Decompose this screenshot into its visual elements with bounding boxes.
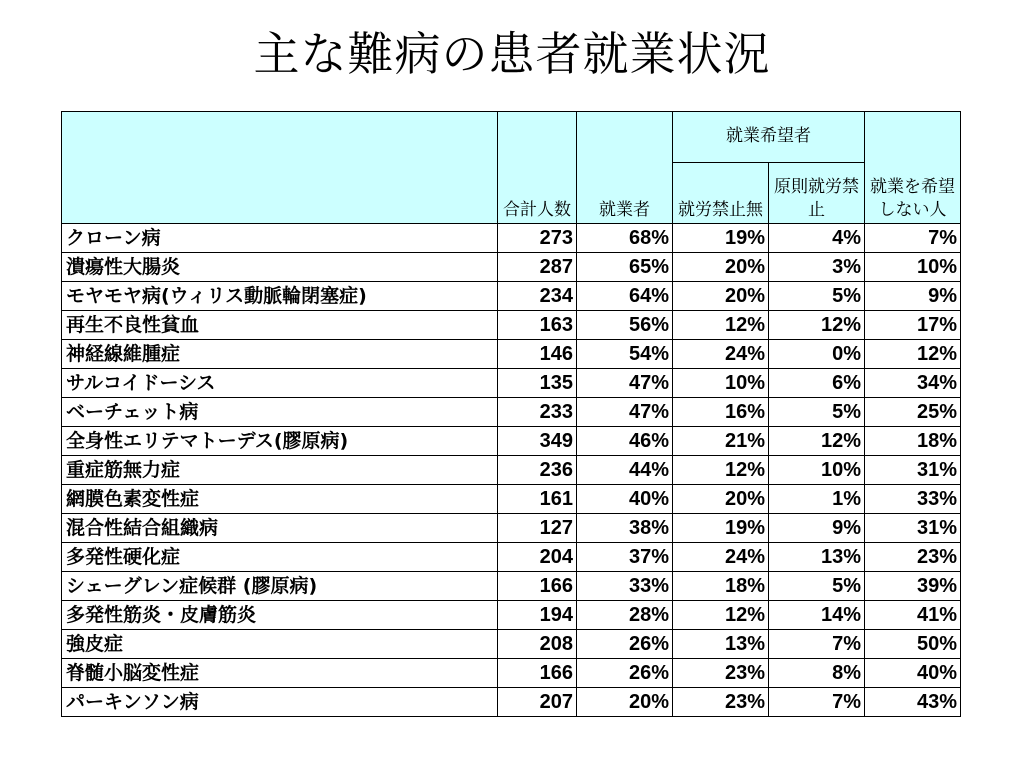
- restricted-rate: 12%: [769, 311, 865, 340]
- employed-rate: 26%: [577, 659, 673, 688]
- no-wish-rate: 17%: [865, 311, 961, 340]
- employed-rate: 64%: [577, 282, 673, 311]
- disease-name: 網膜色素変性症: [62, 485, 498, 514]
- page-title: 主な難病の患者就業状況: [253, 27, 771, 81]
- disease-name: モヤモヤ病(ウィリス動脈輪閉塞症): [62, 282, 498, 311]
- restricted-rate: 12%: [769, 427, 865, 456]
- restricted-rate: 4%: [769, 224, 865, 253]
- restricted-rate: 13%: [769, 543, 865, 572]
- employed-rate: 47%: [577, 398, 673, 427]
- employed-rate: 47%: [577, 369, 673, 398]
- no-wish-rate: 31%: [865, 514, 961, 543]
- disease-name: ベーチェット病: [62, 398, 498, 427]
- table-row: [62, 572, 961, 601]
- total-count: 273: [498, 224, 577, 253]
- no-restriction-rate: 24%: [673, 543, 769, 572]
- restricted-rate: 0%: [769, 340, 865, 369]
- employed-rate: 26%: [577, 630, 673, 659]
- table-row: [62, 485, 961, 514]
- header-employed: 就業者: [577, 112, 673, 224]
- no-restriction-rate: 20%: [673, 253, 769, 282]
- restricted-rate: 6%: [769, 369, 865, 398]
- employed-rate: 56%: [577, 311, 673, 340]
- restricted-rate: 5%: [769, 282, 865, 311]
- no-restriction-rate: 21%: [673, 427, 769, 456]
- no-wish-rate: 34%: [865, 369, 961, 398]
- no-wish-rate: 9%: [865, 282, 961, 311]
- header-no-restriction: 就労禁止無: [673, 163, 769, 224]
- total-count: 208: [498, 630, 577, 659]
- no-wish-rate: 39%: [865, 572, 961, 601]
- no-wish-rate: 33%: [865, 485, 961, 514]
- no-wish-rate: 10%: [865, 253, 961, 282]
- disease-name: 重症筋無力症: [62, 456, 498, 485]
- total-count: 204: [498, 543, 577, 572]
- no-restriction-rate: 16%: [673, 398, 769, 427]
- total-count: 234: [498, 282, 577, 311]
- no-restriction-rate: 20%: [673, 282, 769, 311]
- employed-rate: 33%: [577, 572, 673, 601]
- table-row: [62, 456, 961, 485]
- employed-rate: 37%: [577, 543, 673, 572]
- no-restriction-rate: 12%: [673, 456, 769, 485]
- disease-name: 混合性結合組織病: [62, 514, 498, 543]
- restricted-rate: 1%: [769, 485, 865, 514]
- disease-name: 多発性硬化症: [62, 543, 498, 572]
- disease-name: 全身性エリテマトーデス(膠原病): [62, 427, 498, 456]
- no-wish-rate: 43%: [865, 688, 961, 717]
- employed-rate: 68%: [577, 224, 673, 253]
- employed-rate: 46%: [577, 427, 673, 456]
- disease-name: クローン病: [62, 224, 498, 253]
- table-row: [62, 282, 961, 311]
- table-row: [62, 253, 961, 282]
- no-wish-rate: 12%: [865, 340, 961, 369]
- table-row: [62, 311, 961, 340]
- employed-rate: 65%: [577, 253, 673, 282]
- total-count: 163: [498, 311, 577, 340]
- header-total: 合計人数: [498, 112, 577, 224]
- no-restriction-rate: 12%: [673, 601, 769, 630]
- disease-name: シェーグレン症候群 (膠原病): [62, 572, 498, 601]
- no-wish-rate: 25%: [865, 398, 961, 427]
- no-wish-rate: 18%: [865, 427, 961, 456]
- header-wish-group: 就業希望者: [673, 112, 865, 163]
- employment-table: [61, 111, 961, 717]
- table-row: [62, 369, 961, 398]
- header-restricted: 原則就労禁止: [769, 163, 865, 224]
- total-count: 236: [498, 456, 577, 485]
- no-restriction-rate: 20%: [673, 485, 769, 514]
- total-count: 127: [498, 514, 577, 543]
- no-restriction-rate: 23%: [673, 659, 769, 688]
- disease-name: 潰瘍性大腸炎: [62, 253, 498, 282]
- restricted-rate: 8%: [769, 659, 865, 688]
- no-wish-rate: 31%: [865, 456, 961, 485]
- total-count: 194: [498, 601, 577, 630]
- restricted-rate: 10%: [769, 456, 865, 485]
- restricted-rate: 5%: [769, 572, 865, 601]
- disease-name: パーキンソン病: [62, 688, 498, 717]
- restricted-rate: 3%: [769, 253, 865, 282]
- table-row: [62, 630, 961, 659]
- restricted-rate: 14%: [769, 601, 865, 630]
- total-count: 135: [498, 369, 577, 398]
- table-row: [62, 543, 961, 572]
- disease-name: 脊髄小脳変性症: [62, 659, 498, 688]
- total-count: 161: [498, 485, 577, 514]
- no-restriction-rate: 12%: [673, 311, 769, 340]
- table-row: [62, 688, 961, 717]
- total-count: 166: [498, 659, 577, 688]
- no-restriction-rate: 23%: [673, 688, 769, 717]
- no-restriction-rate: 10%: [673, 369, 769, 398]
- table-row: [62, 601, 961, 630]
- no-wish-rate: 41%: [865, 601, 961, 630]
- disease-name: 多発性筋炎・皮膚筋炎: [62, 601, 498, 630]
- restricted-rate: 7%: [769, 688, 865, 717]
- no-restriction-rate: 19%: [673, 224, 769, 253]
- table-row: [62, 514, 961, 543]
- table-row: [62, 398, 961, 427]
- total-count: 146: [498, 340, 577, 369]
- restricted-rate: 5%: [769, 398, 865, 427]
- employed-rate: 28%: [577, 601, 673, 630]
- total-count: 207: [498, 688, 577, 717]
- total-count: 166: [498, 572, 577, 601]
- table-row: [62, 427, 961, 456]
- employed-rate: 20%: [577, 688, 673, 717]
- disease-name: 強皮症: [62, 630, 498, 659]
- table-row: [62, 224, 961, 253]
- no-restriction-rate: 19%: [673, 514, 769, 543]
- no-wish-rate: 40%: [865, 659, 961, 688]
- no-wish-rate: 7%: [865, 224, 961, 253]
- total-count: 233: [498, 398, 577, 427]
- header-blank-cell: [62, 112, 498, 224]
- no-restriction-rate: 24%: [673, 340, 769, 369]
- restricted-rate: 7%: [769, 630, 865, 659]
- employed-rate: 54%: [577, 340, 673, 369]
- table-row: [62, 340, 961, 369]
- restricted-rate: 9%: [769, 514, 865, 543]
- disease-name: サルコイドーシス: [62, 369, 498, 398]
- employed-rate: 38%: [577, 514, 673, 543]
- no-wish-rate: 23%: [865, 543, 961, 572]
- table-row: [62, 659, 961, 688]
- employed-rate: 44%: [577, 456, 673, 485]
- disease-name: 再生不良性貧血: [62, 311, 498, 340]
- no-wish-rate: 50%: [865, 630, 961, 659]
- disease-name: 神経線維腫症: [62, 340, 498, 369]
- total-count: 349: [498, 427, 577, 456]
- no-restriction-rate: 13%: [673, 630, 769, 659]
- no-restriction-rate: 18%: [673, 572, 769, 601]
- header-no-wish: 就業を希望しない人: [865, 112, 961, 224]
- table-body: [62, 224, 961, 717]
- total-count: 287: [498, 253, 577, 282]
- employed-rate: 40%: [577, 485, 673, 514]
